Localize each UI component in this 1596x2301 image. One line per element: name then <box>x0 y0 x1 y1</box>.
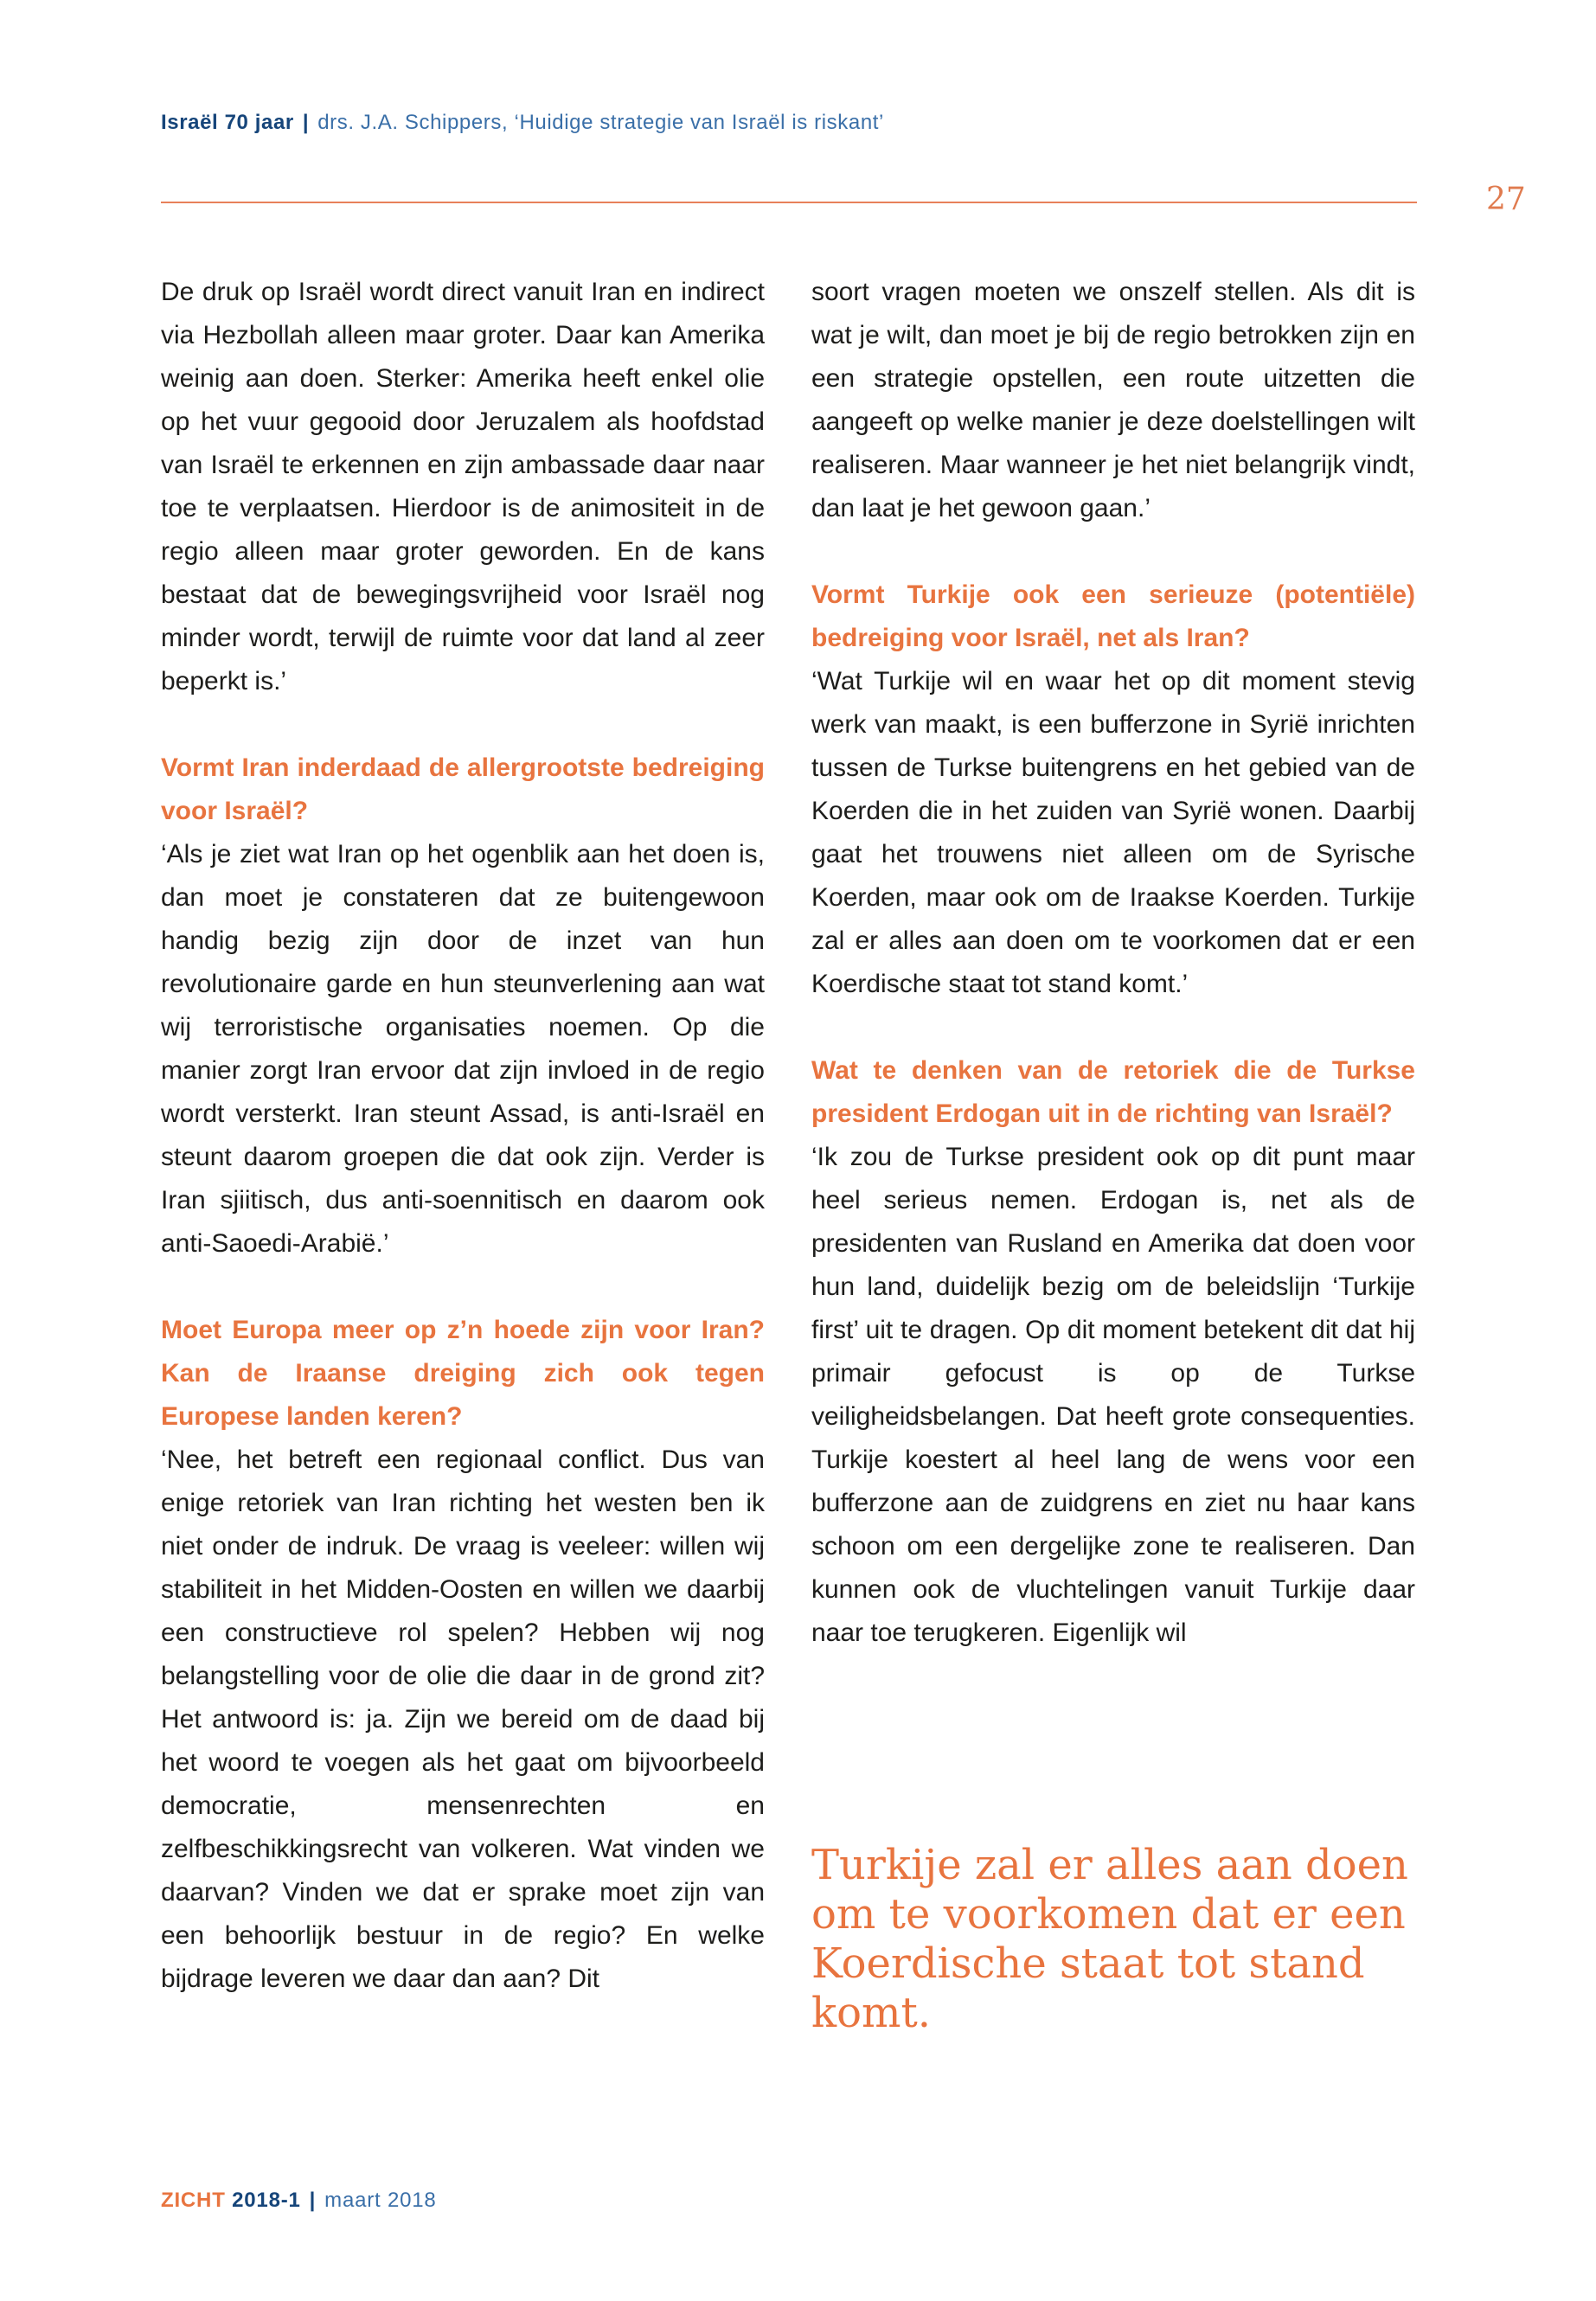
body-paragraph: ‘Nee, het betreft een regionaal conflict. Dus van enige retoriek van Iran richting het westen ben ik niet onder de indruk. De vraag is veeleer: willen wij stabiliteit in het Midden-Oosten en willen we daarbij een constructieve rol spelen? Hebben wij nog belangstelling voor de olie die daar in de grond zit? Het antwoord is: ja. Zijn we bereid om de daad bij het woord te voegen als het gaat om bijvoorbeeld democratie, mensenrechten en zelfbeschikkingsrecht van volkeren. Wat vinden we daarvan? Vinden we dat er sprake moet zijn van een behoorlijk bestuur in de regio? En welke bijdrage leveren we daar dan aan? Dit <box>161 1445 765 1993</box>
body-paragraph: De druk op Israël wordt direct vanuit Iran en indirect via Hezbollah alleen maar groter. Daar kan Amerika weinig aan doen. Sterker: Amerika heeft enkel olie op het vuur gegooid door Jeruzalem als hoofdstad van Israël te erkennen en zijn ambassade daar naar toe te verplaatsen. Hierdoor is de animositeit in de regio alleen maar groter geworden. En de kans bestaat dat de bewegingsvrijheid voor Israël nog minder wordt, terwijl de ruimte voor dat land al zeer beperkt is.’ <box>161 278 765 695</box>
page-number: 27 <box>1486 182 1526 217</box>
interview-question: Moet Europa meer op z’n hoede zijn voor Iran? Kan de Iraanse dreiging zich ook tegen Europese landen keren? <box>161 1316 765 1431</box>
footer-magazine: ZICHT <box>161 2189 226 2212</box>
header-article-title: drs. J.A. Schippers, ‘Huidige strategie van Israël is riskant’ <box>317 111 884 134</box>
body-paragraph: ‘Wat Turkije wil en waar het op dit moment stevig werk van maakt, is een bufferzone in Syrië inrichten tussen de Turkse buitengrens en het gebied van de Koerden die in het zuiden van Syrië wonen. Daarbij gaat het trouwens niet alleen om de Syrische Koerden, maar ook om de Iraakse Koerden. Turkije zal er alles aan doen om te voorkomen dat er een Koerdische staat tot stand komt.’ <box>811 667 1415 998</box>
footer-separator: | <box>309 2189 317 2212</box>
interview-question: Vormt Iran inderdaad de allergrootste bedreiging voor Israël? <box>161 753 765 825</box>
pull-quote: Turkije zal er alles aan doen om te voorkomen dat er een Koerdische staat tot stand komt. <box>811 1841 1408 2037</box>
body-paragraph: soort vragen moeten we onszelf stellen. Als dit is wat je wilt, dan moet je bij de regio betrokken zijn en een strategie opstellen, een route uitzetten die aangeeft op welke manier je deze doelstellingen wilt realiseren. Maar wanneer je het niet belangrijk vindt, dan laat je het gewoon gaan.’ <box>811 278 1415 522</box>
body-paragraph: ‘Ik zou de Turkse president ook op dit punt maar heel serieus nemen. Erdogan is, net als de presidenten van Rusland en Amerika dat doen voor hun land, duidelijk bezig om de beleidslijn ‘Turkije first’ uit te dragen. Op dit moment betekent dit dat hij primair gefocust is op de Turkse veiligheidsbelangen. Dat heeft grote consequenties. Turkije koestert al heel lang de wens voor een bufferzone aan de zuidgrens en ziet nu haar kans schoon om een dergelijke zone te realiseren. Dan kunnen ook de vluchtelingen vanuit Turkije daar naar toe terugkeren. Eigenlijk wil <box>811 1143 1415 1647</box>
page-footer <box>161 2189 437 2213</box>
right-column <box>811 271 1415 1655</box>
footer-date: maart 2018 <box>324 2189 437 2212</box>
interview-question: Wat te denken van de retoriek die de Turkse president Erdogan uit in de richting van Israël? <box>811 1056 1415 1128</box>
body-paragraph: ‘Als je ziet wat Iran op het ogenblik aan het doen is, dan moet je constateren dat ze buitengewoon handig bezig zijn door de inzet van hun revolutionaire garde en hun steunverlening aan wat wij terroristische organisaties noemen. Op die manier zorgt Iran ervoor dat zijn invloed in de regio wordt versterkt. Iran steunt Assad, is anti-Israël en steunt daarom groepen die dat ook zijn. Verder is Iran sjiitisch, dus anti-soennitisch en daarom ook anti-Saoedi-Arabië.’ <box>161 840 765 1258</box>
header-separator: | <box>302 111 310 134</box>
footer-issue: 2018-1 <box>232 2189 301 2212</box>
header-rule <box>161 202 1417 203</box>
left-column <box>161 271 765 2001</box>
interview-question: Vormt Turkije ook een serieuze (potentiële) bedreiging voor Israël, net als Iran? <box>811 580 1415 652</box>
header-series: Israël 70 jaar <box>161 111 294 134</box>
running-header <box>161 111 884 135</box>
